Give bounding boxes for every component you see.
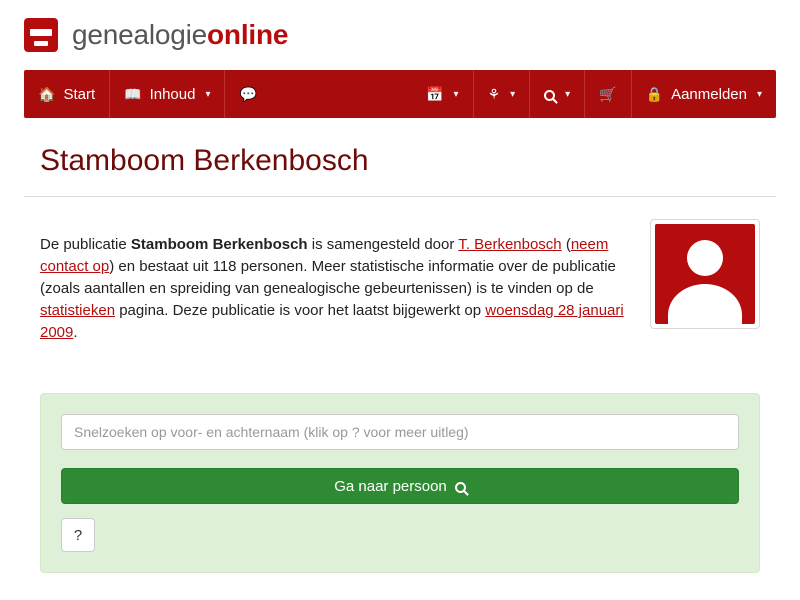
- intro-text-6: .: [73, 324, 78, 341]
- search-icon: [455, 482, 466, 493]
- chevron-down-icon: ▾: [565, 88, 571, 100]
- nav-item-aanmelden-label: Aanmelden: [671, 85, 747, 103]
- intro-text-4: ) en bestaat uit 118 personen. Meer statistische informatie over de publicatie (zoals aantallen en spreiding van genealogische gebeurtenissen) is te vinden op de: [40, 258, 616, 297]
- go-to-person-label: Ga naar persoon: [334, 477, 447, 495]
- author-link[interactable]: T. Berkenbosch: [458, 236, 562, 253]
- nav-item-search[interactable]: [529, 70, 584, 118]
- title-divider: [24, 196, 776, 197]
- publication-intro: [40, 219, 760, 359]
- quick-search-panel: [40, 393, 760, 573]
- nav-item-inhoud-label: Inhoud: [149, 85, 196, 103]
- main-navigation: [24, 70, 776, 118]
- publication-title: Stamboom Berkenbosch: [130, 236, 308, 253]
- go-to-person-button[interactable]: [61, 468, 739, 504]
- brand-name-part1: genealogie: [72, 19, 208, 50]
- contact-link[interactable]: neem contact op: [40, 236, 609, 275]
- statistics-link[interactable]: statistieken: [40, 302, 116, 319]
- last-updated-link[interactable]: woensdag 28 januari 2009: [40, 302, 624, 341]
- nav-item-aanmelden[interactable]: [631, 70, 776, 118]
- cart-icon: 🛒: [599, 86, 617, 102]
- avatar[interactable]: [650, 219, 760, 329]
- chevron-down-icon: ▾: [756, 88, 762, 100]
- chevron-down-icon: ▾: [453, 88, 459, 100]
- book-icon: 📖: [124, 86, 142, 102]
- nav-item-comments[interactable]: [224, 70, 270, 118]
- nav-item-calendar[interactable]: [412, 70, 472, 118]
- lock-icon: 🔒: [645, 86, 664, 102]
- nav-item-start[interactable]: [24, 70, 109, 118]
- comments-icon: 💬: [239, 86, 257, 102]
- site-logo-text[interactable]: [72, 19, 288, 51]
- nav-item-start-label: Start: [63, 85, 96, 103]
- publication-description: [40, 234, 630, 344]
- tree-icon: ⚘: [487, 86, 501, 102]
- search-input[interactable]: [61, 414, 739, 450]
- chevron-down-icon: ▾: [205, 88, 211, 100]
- help-button[interactable]: ?: [61, 518, 95, 552]
- nav-group-left: [24, 70, 271, 118]
- home-icon: 🏠: [38, 86, 56, 102]
- nav-item-tree[interactable]: [473, 70, 530, 118]
- search-icon: [544, 90, 555, 101]
- nav-item-inhoud[interactable]: [109, 70, 224, 118]
- intro-text-2: is samengesteld door: [307, 236, 459, 253]
- brand-header: [0, 0, 800, 70]
- intro-text-1: De publicatie: [40, 236, 131, 253]
- calendar-icon: 📅: [426, 86, 444, 102]
- nav-item-cart[interactable]: [584, 70, 630, 118]
- intro-text-3: (: [561, 236, 571, 253]
- chevron-down-icon: ▾: [510, 88, 516, 100]
- intro-text-5: pagina. Deze publicatie is voor het laatst bijgewerkt op: [115, 302, 486, 319]
- archive-box-icon[interactable]: [24, 18, 58, 52]
- person-silhouette-icon: [655, 224, 755, 324]
- brand-name-part2: online: [207, 19, 289, 50]
- nav-group-right: [412, 70, 776, 118]
- page-title: Stamboom Berkenbosch: [40, 144, 369, 177]
